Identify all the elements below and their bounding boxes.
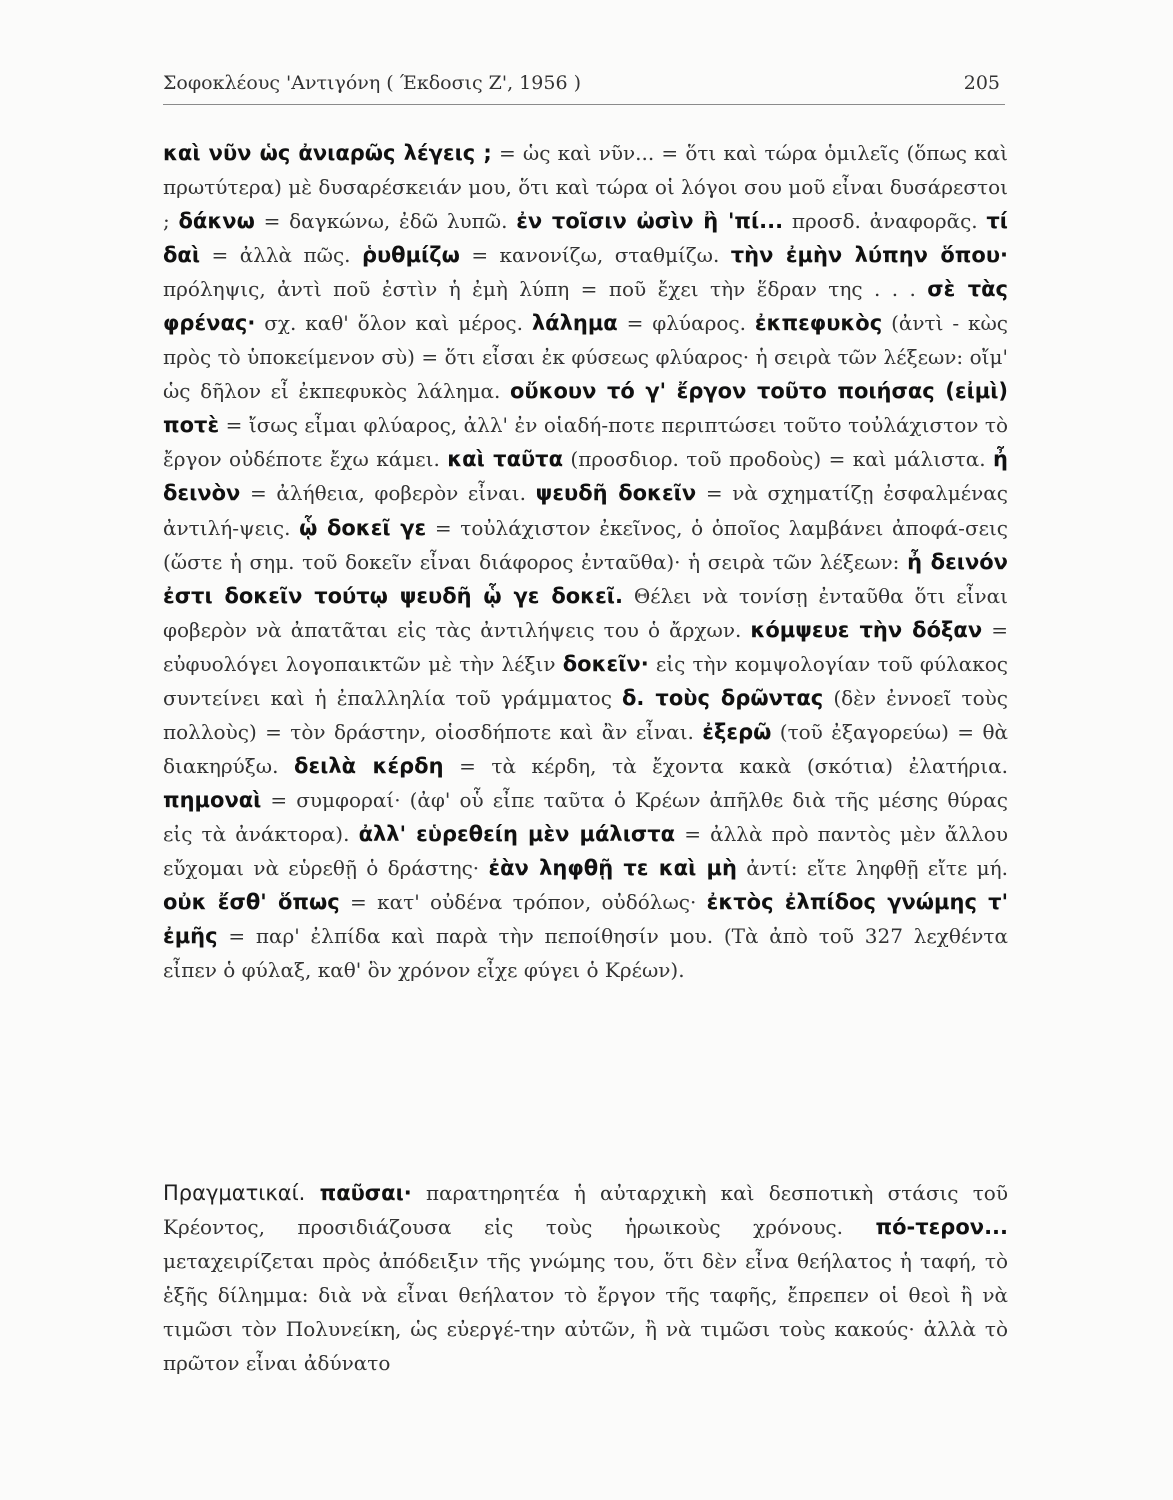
lemma: ἐν τοῖσιν ὠσὶν ἢ 'πί...: [516, 209, 784, 234]
gloss: = νὰ σχηματίζῃ ἐσφαλμένας ἀντιλή-ψεις.: [163, 481, 1008, 540]
running-title: Σοφοκλέους 'Αντιγόνη ( Έκδοσις Ζ', 1956 ): [163, 72, 581, 94]
gloss: μεταχειρίζεται πρὸς ἀπόδειξιν τῆς γνώμης του, ὅτι δὲν εἶνα θεήλατος ἡ ταφή, τὸ ἑξῆς δίλημμα: διὰ νὰ εἶναι θεήλατον τὸ ἔργον τῆς ταφῆς, ἔπρεπεν οἱ θεοὶ ἢ νὰ τιμῶσι τὸν Πολυνείκη, ὡς εὐεργέ-την αὐτῶν, ἢ νὰ τιμῶσι τοὺς κακούς· ἀλλὰ τὸ πρῶτον εἶναι ἀδύνατο: [163, 1249, 1008, 1376]
lemma: ἀλλ' εὑρεθείη μὲν μάλιστα: [358, 821, 676, 846]
lemma: λάλημα: [531, 311, 618, 336]
gloss: = ἀλλὰ πρὸ παντὸς μὲν ἄλλου εὔχομαι νὰ εὑρεθῇ ὁ δράστης·: [163, 821, 1008, 880]
header-rule: [163, 104, 1005, 105]
lemma: τί δαὶ: [163, 209, 1008, 268]
gloss: (προσδιορ. τοῦ προδοὺς) = καὶ μάλιστα.: [563, 447, 994, 472]
gloss: [305, 1181, 319, 1205]
lemma: ἐκτὸς ἐλπίδος γνώμης τ' ἐμῆς: [163, 890, 1009, 949]
lemma: ἐκπεφυκὸς: [754, 311, 883, 336]
lemma: οὐκ ἔσθ' ὅπως: [163, 890, 340, 915]
gloss: = δαγκώνω, ἐδῶ λυπῶ.: [254, 209, 517, 234]
gloss: (ἀντὶ - κὼς πρὸς τὸ ὑποκείμενον σὺ) = ὅτι εἶσαι ἐκ φύσεως φλύαρος· ἡ σειρὰ τῶν λέξεων: οἴμ' ὡς δῆλον εἶ ἐκπεφυκὸς λάλημα.: [163, 311, 1009, 404]
commentary-paragraph-2: [163, 1176, 1008, 1380]
gloss: = κανονίζω, σταθμίζω.: [459, 243, 731, 268]
gloss: = ἀλήθεια, φοβερὸν εἶναι.: [240, 481, 536, 506]
gloss: εἰς τὴν κομψολογίαν τοῦ φύλακος συντείνει καὶ ἡ ἐπαλληλία τοῦ γράμματος: [163, 651, 1009, 710]
lemma: δ. τοὺς δρῶντας: [621, 685, 824, 710]
lemma: δάκνω: [178, 209, 255, 234]
gloss: = τοὐλάχιστον ἐκεῖνος, ὁ ὁποῖος λαμβάνει ἀποφά-σεις (ὥστε ἡ σημ. τοῦ δοκεῖν εἶναι διάφορος ἐνταῦθα)· ἡ σειρὰ τῶν λέξεων:: [163, 515, 1009, 574]
lemma: οὔκουν τό γ' ἔργον τοῦτο ποιήσας (εἰμὶ) ποτὲ: [163, 379, 1008, 438]
lemma: τὴν ἐμὴν λύπην ὅπου·: [730, 243, 1008, 268]
gloss: παρατηρητέα ἡ αὐταρχικὴ καὶ δεσποτικὴ στάσις τοῦ Κρέοντος, προσιδιάζουσα εἰς τοὺς ἡρωικοὺς χρόνους.: [163, 1181, 1008, 1240]
lemma: πημοναὶ: [163, 787, 262, 812]
commentary-paragraph-1: [163, 136, 1008, 987]
gloss: προσδ. ἀναφορᾶς.: [783, 209, 987, 234]
gloss: = συμφοραί· (ἀφ' οὗ εἶπε ταῦτα ὁ Κρέων ἀπῆλθε διὰ τῆς μέσης θύρας εἰς τὰ ἀνάκτορα).: [163, 787, 1008, 846]
lemma: πό-τερον...: [875, 1215, 1008, 1240]
gloss: σχ. καθ' ὅλον καὶ μέρος.: [255, 311, 532, 336]
lemma: ἦ δεινόν ἐστι δοκεῖν τούτῳ ψευδῆ ᾧ γε δοκεῖ.: [163, 549, 1008, 608]
lemma: ψευδῆ δοκεῖν: [535, 481, 697, 506]
gloss: (τοῦ ἐξαγορεύω) = θὰ διακηρύξω.: [163, 719, 1008, 778]
lemma: καὶ ταῦτα: [447, 447, 564, 472]
lemma: καὶ νῦν ὡς ἀνιαρῶς λέγεις ;: [163, 141, 492, 165]
lemma: Πραγματικαί.: [163, 1181, 306, 1205]
page-number: 205: [963, 72, 1000, 94]
gloss: ἀντί: εἴτε ληφθῇ εἴτε μή.: [736, 855, 1008, 880]
gloss: = εὐφυολόγει λογοπαικτῶν μὲ τὴν λέξιν: [163, 617, 1008, 676]
lemma: παῦσαι·: [319, 1181, 412, 1205]
lemma: ἦ δεινὸν: [163, 447, 1008, 506]
running-header: [163, 72, 1000, 94]
lemma: ῥυθμίζω: [361, 243, 460, 268]
gloss: πρόληψις, ἀντὶ ποῦ ἐστὶν ἡ ἐμὴ λύπη = ποῦ ἔχει τὴν ἕδραν της . . .: [163, 277, 928, 302]
gloss: = φλύαρος.: [617, 311, 755, 336]
lemma: δοκεῖν·: [562, 651, 649, 676]
gloss: = τὰ κέρδη, τὰ ἔχοντα κακὰ (σκότια) ἐλατήρια.: [443, 753, 1008, 778]
lemma: ᾧ δοκεῖ γε: [299, 515, 427, 540]
lemma: σὲ τὰς φρένας·: [163, 277, 1008, 336]
gloss: (δὲν ἐννοεῖ τοὺς πολλοὺς) = τὸν δράστην, οἱοσδήποτε καὶ ἂν εἶναι.: [163, 685, 1008, 744]
lemma: ἐὰν ληφθῇ τε καὶ μὴ: [488, 855, 737, 880]
gloss: = κατ' οὐδένα τρόπον, οὐδόλως·: [339, 890, 707, 915]
gloss: = ὡς καὶ νῦν... = ὅτι καὶ τώρα ὁμιλεῖς (ὅπως καὶ πρωτύτερα) μὲ δυσαρέσκειάν μου, ὅτι καὶ τώρα οἱ λόγοι σου μοῦ εἶναι δυσάρεστοι ;: [163, 141, 1008, 234]
lemma: δειλὰ κέρδη: [294, 753, 444, 778]
lemma: κόμψευε τὴν δόξαν: [750, 617, 983, 642]
lemma: ἐξερῶ: [702, 719, 772, 744]
gloss: = ἀλλὰ πῶς.: [200, 243, 362, 268]
gloss: = παρ' ἐλπίδα καὶ παρὰ τὴν πεποίθησίν μου. (Τὰ ἀπὸ τοῦ 327 λεχθέντα εἶπεν ὁ φύλαξ, καθ' ὃν χρόνον εἶχε φύγει ὁ Κρέων).: [163, 924, 1008, 983]
gloss: Θέλει νὰ τονίσῃ ἐνταῦθα ὅτι εἶναι φοβερὸν νὰ ἀπατᾶται εἰς τὰς ἀντιλήψεις του ὁ ἄρχων.: [163, 583, 1009, 642]
gloss: = ἴσως εἶμαι φλύαρος, ἀλλ' ἐν οἱαδή-ποτε περιπτώσει τοῦτο τοὐλάχιστον τὸ ἔργον οὐδέποτε ἔχω κάμει.: [163, 413, 1008, 472]
